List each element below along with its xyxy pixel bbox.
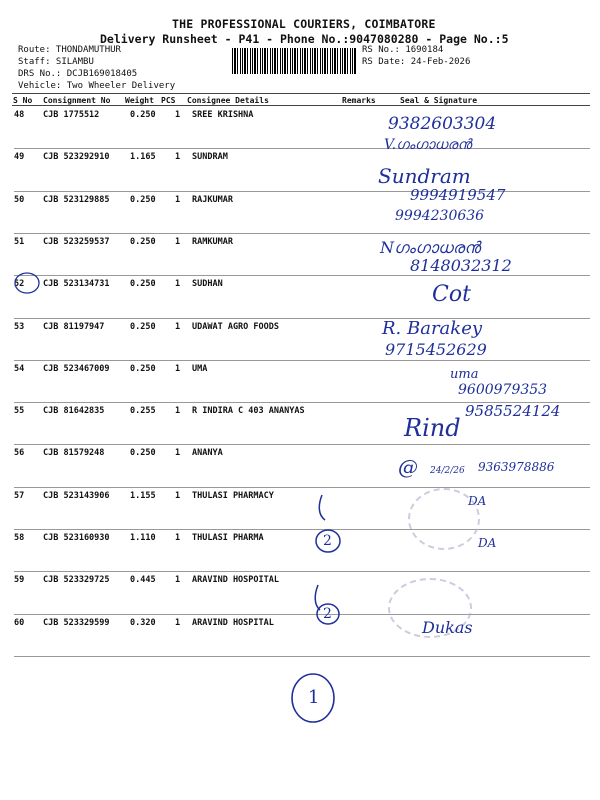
row-consignment-no: CJB 523129885	[43, 194, 110, 205]
circled-count-footer: 1	[308, 687, 320, 708]
row-consignment-no: CJB 81642835	[43, 406, 105, 417]
row-sno: 58	[14, 533, 25, 543]
col-weight: Weight	[125, 96, 154, 105]
row-sno: 56	[14, 448, 25, 459]
row-consignee: ARAVIND HOSPITAL	[192, 617, 274, 628]
handwritten-date-56: 24/2/26	[430, 466, 465, 476]
row-weight: 0.250	[130, 321, 156, 332]
row-weight: 0.250	[130, 363, 156, 374]
row-weight: 0.320	[130, 617, 156, 628]
handwritten-phone-55: 9585524124	[465, 402, 561, 420]
company-title: THE PROFESSIONAL COURIERS, COIMBATORE	[172, 17, 436, 31]
row-consignee: SUDHAN	[192, 279, 223, 290]
handwritten-sign-60: Dukas	[422, 618, 473, 637]
row-consignee: R INDIRA C 403 ANANYAS	[192, 406, 305, 417]
row-pcs: 1	[175, 321, 181, 332]
row-weight: 0.250	[130, 110, 156, 120]
row-weight: 0.250	[130, 194, 156, 205]
row-weight: 0.250	[130, 236, 156, 247]
row-pcs: 1	[175, 448, 181, 459]
bracket-mark-57	[319, 495, 325, 520]
handwritten-phone-53: 9715452629	[385, 340, 487, 359]
row-consignee: THULASI PHARMA	[192, 533, 264, 543]
row-sno: 59	[14, 575, 25, 586]
circled-count-60: 2	[323, 606, 332, 622]
row-consignment-no: CJB 523467009	[43, 363, 110, 374]
row-consignee: THULASI PHARMACY	[192, 490, 274, 501]
row-consignee: UDAWAT AGRO FOODS	[192, 321, 279, 332]
row-consignment-no: CJB 81197947	[43, 321, 105, 332]
row-pcs: 1	[175, 363, 181, 374]
row-pcs: 1	[175, 110, 181, 120]
row-sno: 54	[14, 363, 25, 374]
drs-number: DRS No.: DCJB169018405	[18, 69, 138, 79]
row-consignment-no: CJB 1775512	[43, 110, 100, 120]
handwritten-phone-56: 9363978886	[478, 460, 555, 474]
row-consignment-no: CJB 523134731	[43, 279, 110, 290]
runsheet-subtitle: Delivery Runsheet - P41 - Phone No.:9047080280 - Page No.:5	[100, 32, 509, 46]
row-consignee: ARAVIND HOSPOITAL	[192, 575, 279, 586]
vehicle: Vehicle: Two Wheeler Delivery	[18, 81, 176, 91]
row-pcs: 1	[175, 236, 181, 247]
handwritten-sign-55: Rind	[404, 414, 461, 442]
row-consignment-no: CJB 523329725	[43, 575, 110, 586]
route: Route: THONDAMUTHUR	[18, 45, 121, 55]
col-remarks: Remarks	[342, 96, 376, 105]
row-consignment-no: CJB 523160930	[43, 533, 110, 543]
circle-mark-52	[15, 273, 39, 293]
row-pcs: 1	[175, 617, 181, 628]
col-seal: Seal & Signature	[400, 96, 478, 105]
handwritten-initial-58: DA	[478, 536, 497, 550]
row-sno: 53	[14, 321, 25, 332]
handwritten-phone-54: 9600979353	[458, 382, 548, 398]
handwritten-phone-48: 9382603304	[388, 114, 497, 134]
row-pcs: 1	[175, 194, 181, 205]
row-pcs: 1	[175, 490, 181, 501]
row-sno: 60	[14, 617, 25, 628]
row-pcs: 1	[175, 533, 181, 543]
row-weight: 0.445	[130, 575, 156, 586]
col-pcs: PCS	[161, 96, 176, 105]
handwritten-phone-50a: 9994919547	[410, 186, 506, 204]
row-sno: 51	[14, 236, 25, 247]
row-consignee: SUNDRAM	[192, 152, 228, 163]
row-sno: 48	[14, 110, 25, 120]
row-consignee: RAMKUMAR	[192, 236, 233, 247]
row-consignment-no: CJB 81579248	[43, 448, 105, 459]
handwritten-sign-53: R. Barakey	[382, 318, 483, 339]
row-weight: 0.255	[130, 406, 156, 417]
row-weight: 1.155	[130, 490, 156, 501]
row-pcs: 1	[175, 575, 181, 586]
col-consignee: Consignee Details	[187, 96, 269, 105]
handwritten-name-54: uma	[450, 367, 479, 382]
row-consignee: UMA	[192, 363, 208, 374]
col-sno: S No	[13, 96, 33, 105]
handwritten-sign-48: V.ഗംഗാധരൻ	[384, 137, 472, 153]
row-weight: 0.250	[130, 448, 156, 459]
handwritten-sign-52: Cot	[432, 282, 471, 307]
row-consignment-no: CJB 523329599	[43, 617, 110, 628]
rs-number: RS No.: 1690184	[362, 45, 444, 55]
handwritten-sign-56: @	[398, 455, 418, 479]
row-pcs: 1	[175, 406, 181, 417]
row-sno: 52	[14, 279, 25, 290]
handwritten-phone-50b: 9994230636	[395, 208, 485, 224]
row-weight: 1.110	[130, 533, 156, 543]
row-sno: 49	[14, 152, 25, 163]
row-sno: 55	[14, 406, 25, 417]
row-sno: 57	[14, 490, 25, 501]
row-consignment-no: CJB 523259537	[43, 236, 110, 247]
handwritten-phone-51: 8148032312	[410, 256, 512, 275]
row-consignment-no: CJB 523143906	[43, 490, 110, 501]
row-pcs: 1	[175, 152, 181, 163]
row-pcs: 1	[175, 279, 181, 290]
circled-count-58: 2	[323, 533, 332, 549]
row-consignee: ANANYA	[192, 448, 223, 459]
row-consignee: SREE KRISHNA	[192, 110, 254, 120]
row-sno: 50	[14, 194, 25, 205]
handwritten-initial-57: DA	[468, 494, 487, 508]
row-weight: 0.250	[130, 279, 156, 290]
col-consignment: Consignment No	[43, 96, 111, 105]
row-weight: 1.165	[130, 152, 156, 163]
row-consignment-no: CJB 523292910	[43, 152, 110, 163]
handwritten-sign-49: Sundram	[378, 164, 471, 188]
handwritten-sign-51: Nഗംഗാധരൻ	[380, 238, 481, 257]
rs-date: RS Date: 24-Feb-2026	[362, 57, 471, 67]
bracket-mark-59	[315, 585, 320, 610]
staff: Staff: SILAMBU	[18, 57, 94, 67]
row-consignee: RAJKUMAR	[192, 194, 233, 205]
